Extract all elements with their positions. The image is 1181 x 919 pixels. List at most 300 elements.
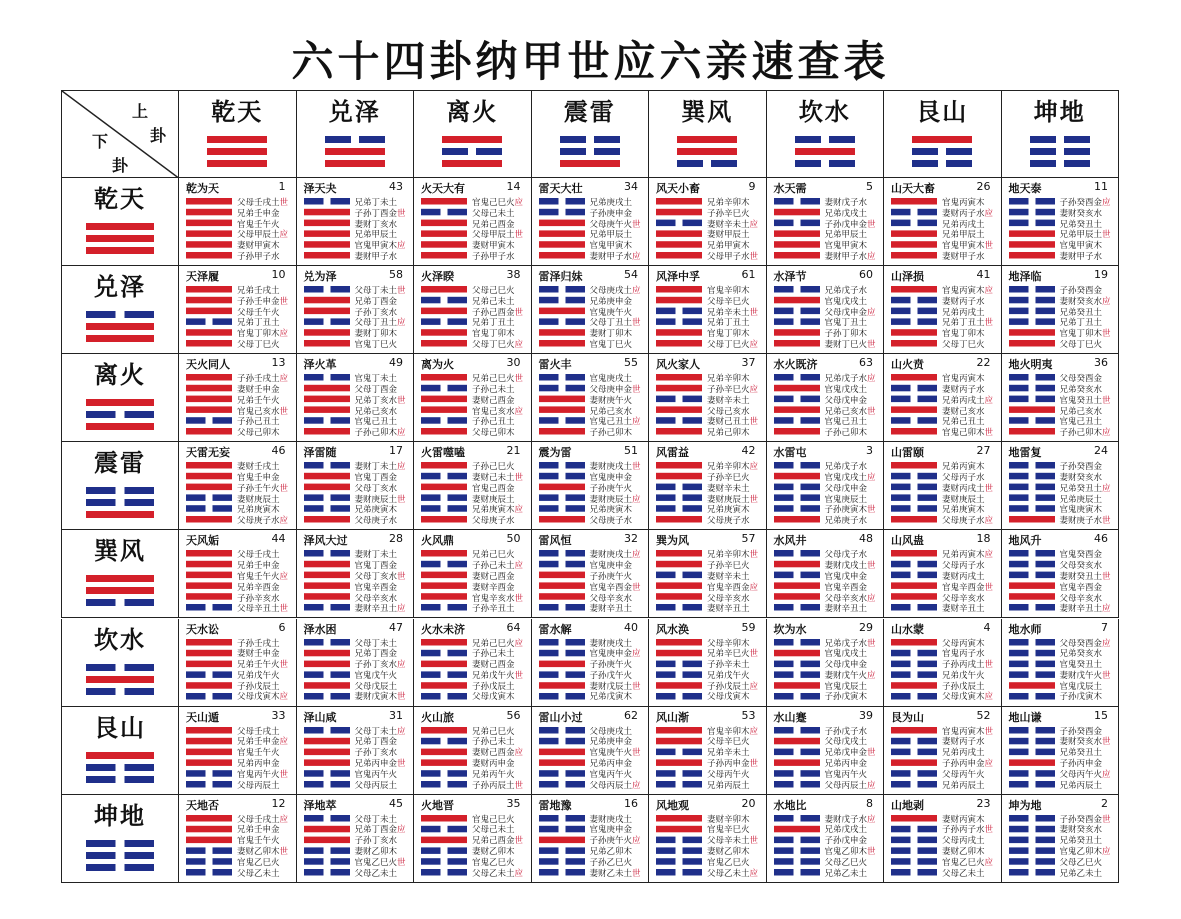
hexagram-name: 地泽临 (1008, 270, 1042, 284)
hexagram-line-text (472, 241, 523, 252)
line-relation: 父母戊申金 (824, 483, 868, 494)
hexagram-number: 34 (624, 180, 638, 193)
hexagram-symbol-yin-line-left (186, 693, 206, 700)
hexagram-line-text (355, 836, 406, 847)
hexagram-symbol-yang-line (656, 516, 702, 523)
hexagram-name: 坤为地 (1008, 798, 1042, 812)
hexagram-name: 泽风大过 (303, 534, 348, 548)
line-relation: 官鬼庚申金 (589, 561, 633, 572)
shi-marker: 世 (279, 604, 289, 615)
hexagram-symbol-yang-line (304, 385, 350, 392)
hexagram-line-text (707, 374, 758, 385)
hexagram-cell (1002, 530, 1120, 618)
hexagram-symbol-yin-line-right (800, 495, 820, 502)
ying-marker: 应 (749, 219, 759, 230)
hexagram-line-text (472, 505, 523, 516)
hexagram-line-text (1060, 374, 1111, 385)
hexagram-symbol-yin-line-left (656, 748, 676, 755)
hexagram-number: 12 (271, 796, 286, 810)
line-relation: 父母乙巳火 (824, 857, 868, 868)
hexagram-line-text (825, 516, 876, 527)
hexagram-line-text (942, 671, 993, 682)
hexagram-line-list (825, 286, 876, 351)
hexagram-cell (884, 619, 1002, 707)
hexagram-symbol-yang-line (656, 682, 702, 689)
line-relation: 兄弟壬戌土 (237, 286, 280, 297)
hexagram-line-text (355, 230, 406, 241)
shi-marker: 世 (867, 340, 876, 351)
shi-marker: 世 (984, 726, 994, 737)
hexagram-line-text (472, 286, 523, 297)
hexagram-line-text (942, 781, 993, 792)
hexagram-line-text (825, 230, 876, 241)
hexagram-line-text (472, 604, 523, 615)
hexagram-symbol-yin-line-right (918, 297, 938, 304)
hexagram-symbol-yin-line-left (891, 770, 911, 777)
line-relation: 官鬼甲寅木 (824, 241, 868, 252)
lower-trigram-symbol-yang-line (86, 752, 154, 759)
shi-marker: 世 (749, 836, 759, 847)
hexagram-symbol-yin-line-left (656, 495, 676, 502)
hexagram-cell (414, 619, 532, 707)
hexagram-line-text (355, 770, 406, 781)
line-relation: 兄弟甲辰土 (589, 230, 633, 241)
line-relation: 官鬼甲寅木 (589, 241, 633, 252)
hexagram-line-text (237, 516, 288, 527)
hexagram-symbol-yang-line (891, 815, 937, 822)
hexagram-symbol-yin-line-right (1035, 505, 1055, 512)
line-relation: 妻财乙卯木 (472, 847, 515, 858)
hexagram-symbol-yin-line-right (565, 639, 585, 646)
hexagram-line-text (590, 230, 641, 241)
hexagram-symbol-yang-line (421, 374, 467, 381)
shi-marker: 世 (514, 836, 524, 847)
hexagram-line-text (1060, 572, 1111, 583)
hexagram-line-text (707, 297, 758, 308)
hexagram-symbol-yin-line-left (891, 847, 911, 854)
hexagram-line-text (472, 385, 523, 396)
line-relation: 父母丁丑土 (354, 318, 398, 329)
hexagram-cell (532, 707, 650, 795)
line-relation: 妻财丙子水 (942, 208, 985, 219)
line-relation: 妻财辛未土 (707, 571, 750, 582)
hexagram-symbol-yang-line (656, 385, 702, 392)
hexagram-symbol-yin-line-right (1035, 781, 1055, 788)
shi-marker: 世 (397, 494, 406, 505)
hexagram-line-text (1060, 727, 1111, 738)
hexagram-symbol-yin-line-right (565, 297, 585, 304)
hexagram-symbol-yang-line (656, 639, 702, 646)
hexagram-line-list (825, 198, 876, 263)
line-relation: 兄弟壬午火 (237, 660, 280, 671)
upper-trigram-name: 艮山 (916, 98, 969, 126)
hexagram-symbol-yin-line-left (891, 495, 911, 502)
line-relation: 父母丁丑土 (589, 318, 633, 329)
line-relation: 子孙戊寅木 (1059, 692, 1103, 703)
line-relation: 官鬼丁卯木 (1059, 329, 1103, 340)
hexagram-symbol-yang-line (1009, 230, 1055, 237)
hexagram-line-text (707, 583, 758, 594)
hexagram-symbol-yang-line (539, 572, 585, 579)
upper-trigram-2 (297, 90, 415, 178)
line-relation: 父母庚戌土 (589, 726, 633, 737)
hexagram-symbol-yang-line (539, 583, 585, 590)
hexagram-name: 火山旅 (421, 710, 454, 724)
hexagram-line-text (237, 209, 288, 220)
lower-trigram-symbol-yin-line-right (125, 487, 155, 494)
hexagram-symbol-yang-line (656, 252, 702, 259)
hexagram-line-text (707, 825, 758, 836)
hexagram-symbol-yin-line-right (1035, 495, 1055, 502)
hexagram-symbol (304, 461, 350, 527)
hexagram-line-list (825, 639, 876, 704)
upper-trigram-symbol-yin-line-left (560, 148, 586, 155)
line-relation: 妻财庚辰土 (354, 494, 398, 505)
hexagram-symbol-yang-line (186, 572, 232, 579)
hexagram-symbol-yang-line (186, 473, 232, 480)
line-relation: 妻财戊午火 (1059, 670, 1103, 681)
hexagram-symbol (186, 726, 232, 792)
hexagram-line-text (472, 329, 523, 340)
hexagram-line-text (355, 781, 406, 792)
hexagram-line-text (1060, 759, 1111, 770)
shi-marker: 世 (632, 681, 641, 692)
line-relation: 兄弟戊午火 (472, 670, 515, 681)
hexagram-cell (767, 707, 885, 795)
line-relation: 兄弟丙辰土 (707, 780, 750, 791)
hexagram-symbol-yang-line (891, 428, 937, 435)
shi-marker: 世 (279, 847, 289, 858)
upper-trigram-symbol-yin-line-right (711, 160, 737, 167)
hexagram-cell (297, 178, 415, 266)
hexagram-symbol-yin-line-right (1035, 847, 1055, 854)
line-relation: 父母乙巳火 (1059, 857, 1103, 868)
hexagram-name: 火风鼎 (421, 534, 454, 548)
hexagram-symbol-yang-line (186, 209, 232, 216)
hexagram-line-text (825, 505, 876, 516)
hexagram-symbol (304, 549, 350, 615)
hexagram-line-text (825, 308, 876, 319)
hexagram-number: 40 (624, 620, 638, 634)
hexagram-line-list (707, 727, 758, 792)
line-relation: 妻财乙卯木 (354, 847, 398, 858)
line-relation: 父母辛卯木 (707, 638, 750, 649)
hexagram-symbol-yang-line (656, 209, 702, 216)
hexagram-symbol-yin-line-right (683, 318, 703, 325)
hexagram-cell (1002, 795, 1120, 883)
hexagram-name: 火天大有 (421, 182, 465, 195)
hexagram-number: 57 (741, 532, 756, 546)
line-relation: 子孙丙申金 (942, 758, 985, 769)
hexagram-symbol-yin-line-right (448, 318, 468, 325)
line-relation: 子孙己酉金 (472, 307, 515, 318)
line-relation: 子孙己卯木 (824, 428, 868, 439)
hexagram-line-text (1060, 561, 1111, 572)
line-relation: 兄弟戊戌土 (824, 825, 868, 836)
hexagram-line-text (942, 230, 993, 241)
ying-marker: 应 (1102, 769, 1111, 780)
line-relation: 官鬼庚辰土 (824, 494, 868, 505)
hexagram-symbol-yin-line-left (304, 639, 324, 646)
hexagram-line-text (707, 286, 758, 297)
hexagram-line-text (237, 727, 288, 738)
hexagram-symbol-yin-line-left (304, 604, 324, 611)
lower-trigram-symbol (83, 661, 157, 703)
line-relation: 兄弟丙辰土 (942, 780, 985, 791)
upper-trigram-symbol-yin-line-right (946, 148, 972, 155)
hexagram-line-text (472, 737, 523, 748)
upper-trigram-symbol-yin-line-right (476, 148, 502, 155)
hexagram-symbol (774, 814, 820, 880)
lower-trigram-symbol-yin-line-right (125, 311, 155, 318)
hexagram-symbol-yin-line-right (565, 858, 585, 865)
hexagram-symbol-yin-line-right (918, 737, 938, 744)
line-relation: 子孙庚午火 (589, 660, 633, 671)
line-relation: 妻财丁未土 (354, 550, 398, 561)
hexagram-line-text (472, 340, 523, 351)
line-relation: 父母丙辰土 (589, 780, 633, 791)
hexagram-symbol-yin-line-right (1035, 770, 1055, 777)
hexagram-line-text (707, 759, 758, 770)
hexagram-line-list (707, 374, 758, 439)
hexagram-symbol-yin-line-left (891, 737, 911, 744)
hexagram-symbol-yang-line (186, 230, 232, 237)
line-relation: 官鬼丁卯木 (707, 329, 750, 340)
hexagram-line-text (1060, 815, 1111, 826)
hexagram-line-text (1060, 604, 1111, 615)
line-relation: 兄弟丁未土 (354, 198, 398, 208)
line-relation: 官鬼辛巳火 (707, 825, 750, 836)
hexagram-line-text (237, 198, 288, 209)
hexagram-symbol-yin-line-left (774, 727, 794, 734)
hexagram-symbol-yin-line-left (1009, 286, 1029, 293)
upper-trigram-symbol-yin-line-left (560, 136, 586, 143)
hexagram-line-text (237, 286, 288, 297)
hexagram-cell (532, 354, 650, 442)
hexagram-symbol-yang-line (421, 340, 467, 347)
line-relation: 妻财庚午火 (589, 395, 633, 406)
hexagram-line-text (237, 770, 288, 781)
line-relation: 妻财辛未土 (707, 395, 750, 406)
line-relation: 官鬼癸酉金 (1059, 550, 1103, 561)
line-relation: 妻财戊戌土 (824, 561, 868, 572)
hexagram-line-text (355, 660, 406, 671)
hexagram-symbol-yin-line-right (683, 396, 703, 403)
hexagram-name: 雷火丰 (538, 358, 572, 372)
line-relation: 子孙己丑土 (472, 417, 515, 428)
hexagram-line-text (1060, 660, 1111, 671)
hexagram-symbol-yang-line (186, 198, 232, 205)
hexagram-symbol-yang-line (304, 583, 350, 590)
hexagram-name: 天风姤 (186, 534, 219, 548)
hexagram-symbol-yang-line (539, 428, 585, 435)
line-relation: 妻财丙戌土 (942, 571, 985, 582)
line-relation: 父母丁未土 (354, 726, 398, 737)
line-relation: 兄弟丙寅木 (942, 550, 985, 561)
line-relation: 兄弟己酉金 (472, 219, 515, 230)
hexagram-symbol-yang-line (774, 759, 820, 766)
line-relation: 妻财辛丑土 (589, 604, 633, 615)
hexagram-name: 雷风恒 (538, 534, 572, 548)
hexagram-symbol-yin-line-right (683, 495, 703, 502)
line-relation: 官鬼丁卯木 (237, 329, 280, 340)
hexagram-symbol-yang-line (304, 660, 350, 667)
hexagram-symbol-yin-line-left (656, 396, 676, 403)
line-relation: 父母辛亥水 (589, 593, 633, 604)
hexagram-symbol-yin-line-left (891, 869, 911, 876)
hexagram-line-list (472, 198, 523, 263)
shi-marker: 世 (749, 649, 759, 660)
hexagram-symbol-yin-line-left (1009, 473, 1029, 480)
hexagram-line-list (472, 727, 523, 792)
line-relation: 父母戊申金 (824, 395, 868, 406)
hexagram-cell (179, 266, 297, 354)
line-relation: 兄弟己亥水 (824, 406, 868, 417)
line-relation: 子孙壬申金 (237, 296, 280, 307)
hexagram-symbol-yang-line (656, 727, 702, 734)
hexagram-symbol-yin-line-left (1009, 198, 1029, 205)
line-relation: 妻财丁未土 (354, 462, 398, 473)
hexagram-symbol-yin-line-left (1009, 495, 1029, 502)
hexagram-symbol-yin-line-left (891, 693, 911, 700)
hexagram-line-text (472, 407, 523, 418)
hexagram-symbol-yin-line-left (1009, 660, 1029, 667)
hexagram-line-text (590, 770, 641, 781)
hexagram-symbol-yin-line-right (1035, 748, 1055, 755)
line-relation: 子孙庚午火 (589, 483, 633, 494)
hexagram-line-list (590, 374, 641, 439)
shi-marker: 世 (1102, 737, 1111, 748)
line-relation: 官鬼丙午火 (237, 769, 280, 780)
hexagram-symbol-yang-line (774, 594, 820, 601)
hexagram-cell (414, 266, 532, 354)
hexagram-symbol-yin-line-right (918, 649, 938, 656)
hexagram-symbol (891, 373, 937, 439)
line-relation: 兄弟癸丑土 (1059, 748, 1103, 759)
hexagram-symbol-yang-line (539, 308, 585, 315)
hexagram-line-text (942, 385, 993, 396)
hexagram-symbol (1009, 285, 1055, 351)
hexagram-line-text (355, 297, 406, 308)
hexagram-name: 火雷噬嗑 (421, 446, 465, 460)
line-relation: 妻财甲子水 (589, 251, 633, 262)
hexagram-symbol-yin-line-left (774, 495, 794, 502)
line-relation: 兄弟辛巳火 (707, 649, 750, 660)
hexagram-symbol-yang-line (539, 484, 585, 491)
shi-marker: 世 (984, 428, 994, 439)
line-relation: 妻财癸丑土 (1059, 571, 1103, 582)
hexagram-cell (649, 266, 767, 354)
line-relation: 妻财癸亥水 (1059, 737, 1103, 748)
hexagram-line-text (355, 692, 406, 703)
hexagram-name: 火泽睽 (421, 270, 454, 284)
hexagram-symbol-yin-line-left (539, 462, 559, 469)
hexagram-symbol-yang-line (304, 836, 350, 843)
lower-trigram-name: 兑泽 (94, 273, 146, 302)
hexagram-symbol-yin-line-right (330, 374, 350, 381)
lower-trigram-symbol-yin-line-left (86, 852, 116, 859)
hexagram-line-text (590, 572, 641, 583)
hexagram-line-text (825, 220, 876, 231)
upper-trigram-symbol-yin-line-left (912, 160, 938, 167)
lower-trigram-symbol-yin-line-left (86, 487, 116, 494)
hexagram-line-text (237, 495, 288, 506)
ying-marker: 应 (749, 340, 759, 351)
hexagram-line-list (942, 374, 993, 439)
hexagram-line-list (237, 286, 288, 351)
hexagram-symbol-yin-line-left (421, 869, 441, 876)
hexagram-symbol-yang-line (304, 572, 350, 579)
hexagram-symbol (891, 549, 937, 615)
hexagram-symbol-yang-line (186, 660, 232, 667)
hexagram-symbol-yang-line (421, 252, 467, 259)
line-relation: 妻财辛丑土 (942, 604, 985, 615)
hexagram-line-text (1060, 428, 1111, 439)
hexagram-line-text (237, 869, 288, 880)
hexagram-name: 风雷益 (656, 446, 689, 460)
lower-trigram-symbol-yang-line (86, 247, 154, 254)
hexagram-symbol-yang-line (539, 516, 585, 523)
hexagram-symbol-yin-line-right (565, 781, 585, 788)
hexagram-symbol-yang-line (186, 329, 232, 336)
hexagram-symbol-yin-line-left (891, 396, 911, 403)
hexagram-symbol-yang-line (1009, 594, 1055, 601)
hexagram-symbol-yin-line-right (448, 505, 468, 512)
hexagram-symbol-yang-line (304, 396, 350, 403)
hexagram-line-text (237, 561, 288, 572)
hexagram-symbol-yin-line-left (656, 484, 676, 491)
line-relation: 兄弟甲寅木 (707, 241, 750, 252)
hexagram-line-text (355, 604, 406, 615)
hexagram-symbol-yin-line-left (891, 572, 911, 579)
hexagram-line-list (355, 639, 406, 704)
hexagram-symbol (421, 285, 467, 351)
shi-marker: 世 (279, 660, 289, 671)
upper-trigram-symbol-yin-line-right (946, 160, 972, 167)
hexagram-symbol-yin-line-left (539, 727, 559, 734)
line-relation: 子孙戊寅木 (824, 692, 868, 703)
hexagram-symbol-yin-line-left (1009, 869, 1029, 876)
hexagram-symbol-yin-line-right (448, 649, 468, 656)
line-relation: 官鬼辛亥水 (472, 593, 515, 604)
hexagram-line-text (355, 484, 406, 495)
hexagram-line-text (942, 417, 993, 428)
hexagram-line-text (825, 484, 876, 495)
line-relation: 妻财甲寅木 (472, 241, 515, 252)
hexagram-line-text (590, 495, 641, 506)
hexagram-symbol-yin-line-right (1035, 286, 1055, 293)
hexagram-symbol-yin-line-left (539, 297, 559, 304)
hexagram-line-text (590, 473, 641, 484)
hexagram-line-text (590, 252, 641, 263)
line-relation: 妻财己亥水 (942, 406, 985, 417)
hexagram-symbol-yin-line-left (304, 505, 324, 512)
hexagram-line-text (472, 230, 523, 241)
hexagram-symbol-yin-line-right (330, 671, 350, 678)
shi-marker: 世 (279, 483, 289, 494)
ying-marker: 应 (632, 417, 641, 428)
hexagram-line-text (237, 505, 288, 516)
shi-marker: 世 (279, 296, 289, 307)
hexagram-cell (414, 530, 532, 618)
hexagram-symbol-yin-line-left (656, 417, 676, 424)
hexagram-symbol-yin-line-right (800, 836, 820, 843)
hexagram-symbol-yin-line-right (565, 209, 585, 216)
hexagram-line-text (237, 428, 288, 439)
hexagram-line-text (942, 682, 993, 693)
hexagram-line-list (825, 727, 876, 792)
shi-marker: 世 (1102, 571, 1111, 582)
